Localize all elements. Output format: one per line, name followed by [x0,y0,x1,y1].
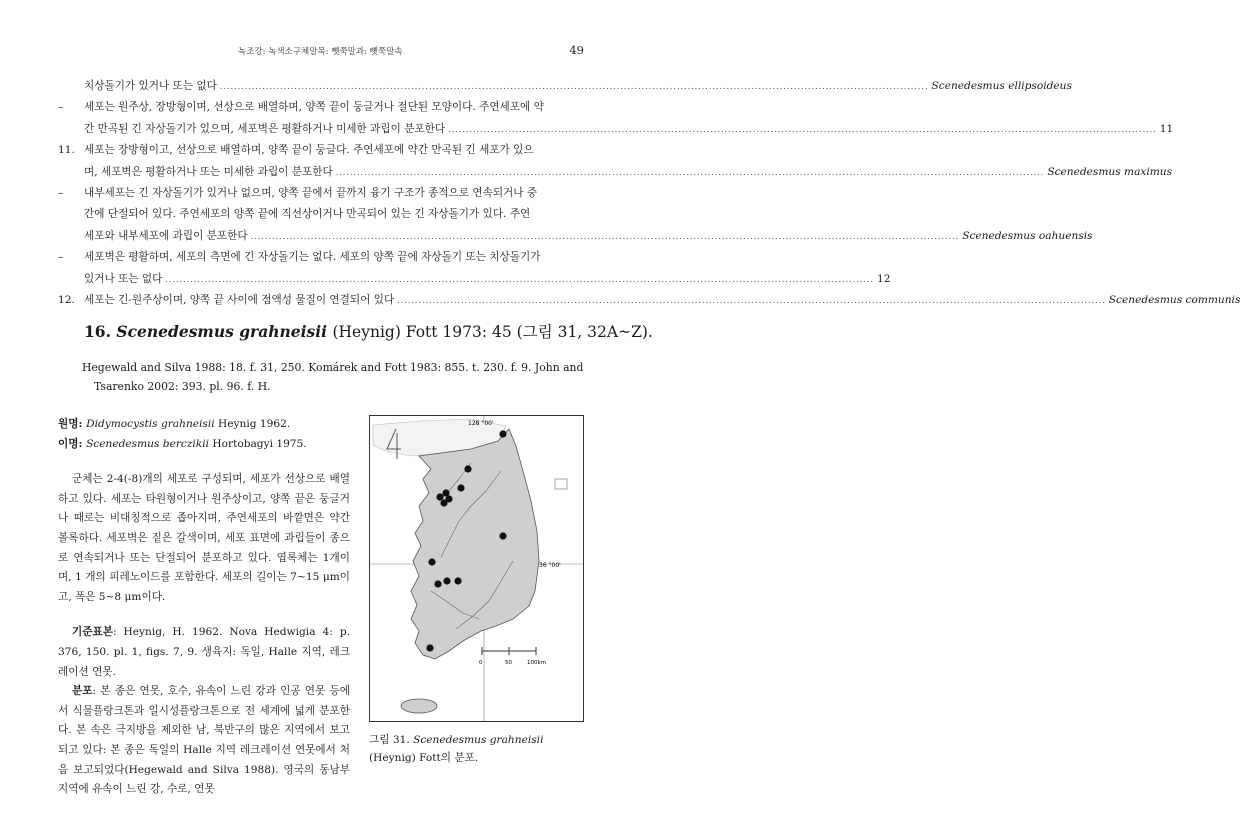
running-head [0,45,652,59]
page-number: 49 [569,43,584,57]
caption-suffix: (Heynig) Fott의 분포. [369,752,479,764]
description-paragraph: 군체는 2-4(-8)개의 세포로 구성되며, 세포가 선상으로 배열하고 있다. 세포는 타원형이거나 원주상이고, 양쪽 끝은 둥글거나 때로는 비대칭적으로 좁아지며, 주연세포의 바깥면은 약간 볼록하다. 세포벽은 짙은 갈색이며, 세포 표면에 과립들이 종으로 연속되거나 또는 단절되어 분포하고 있다. 엽록체는 1개이며, 1 개의 피레노이드를 포함한다. 세포의 길이는 7~15 μm이고, 폭은 5~8 μm이다. [58,473,350,603]
running-title: 녹조강: 녹색소구체말목: 뼷쭉말과: 뼷쭉말속 [238,47,403,57]
type-specimen-text: : Heynig, H. 1962. Nova Hedwigia 4: p. 376, 150. pl. 1, figs. 7, 9. 생육지: 독일, Halle 지역, 레크 레이션 연못. [58,626,350,678]
key-leader-dots: ........................................................................................................................................................................................................ [448,124,1157,134]
key-leader-dots: ........................................................................................................................................................................................................ [219,82,929,91]
key-text: 있거나 또는 없다 [84,272,163,285]
key-result: Scenedesmus ellipsoideus [931,80,1072,92]
map-svg [370,416,583,721]
occurrence-point [464,465,471,472]
key-line [58,97,585,118]
occurrence-point [440,499,447,506]
key-number: – [58,251,64,264]
key-text: 세포는 원주상, 장방형이며, 선상으로 배열하며, 양쪽 끝이 둥글거나 절단된 모양이다. 주연세포에 약 [84,101,544,114]
key-text: 내부세포는 긴 자상돌기가 있거나 없으며, 양쪽 끝에서 끝까지 융기 구조가 종적으로 연속되거나 중 [84,187,538,200]
basionym-name: Didymocystis grahneisii [86,418,215,430]
occurrence-point [428,558,435,565]
key-leader-dots: ........................................................................................................................................................................................................ [250,231,960,241]
distribution-label: 분포 [72,685,93,698]
species-name: Scenedesmus grahneisii [116,322,328,341]
key-result: Scenedesmus oahuensis [962,229,1093,242]
species-heading [84,320,653,342]
key-result: Scenedesmus maximus [1047,165,1173,178]
figure-caption [369,731,584,767]
key-line [58,76,1072,97]
occurrence-point [443,577,450,584]
key-text: 며, 세포벽은 평활하거나 또는 미세한 과립이 분포한다 [84,165,333,178]
synonym-label: 이명 [58,437,79,450]
longitude-label: 128 °00' [468,420,494,427]
key-leader-dots: ........................................................................................................................................................................................................ [165,274,874,284]
scale-label-0: 0 [479,660,483,666]
basionym-label: 원명 [58,418,79,430]
occurrence-point [434,580,441,587]
key-line [58,247,585,268]
occurrence-point [457,484,464,491]
key-line [58,162,1173,183]
key-text: 세포는 장방형이고, 선상으로 배열하며, 양쪽 끝이 둥글다. 주연세포에 약간 만곡된 긴 세포가 있으 [84,144,534,157]
occurrence-point [499,430,506,437]
type-specimen-paragraph [58,623,350,682]
occurrence-point [436,493,443,500]
key-line [58,269,891,290]
key-line [58,204,585,225]
latitude-label: 36 °00' [539,562,561,569]
species-number: 16. [84,322,111,341]
key-leader-dots: ........................................................................................................................................................................................................ [335,167,1045,177]
identification-key [58,76,1240,311]
occurrence-point [426,644,433,651]
key-line [58,183,585,204]
key-line [58,119,1174,140]
key-number: – [58,101,64,114]
key-text: 치상돌기가 있거나 또는 없다 [84,80,217,92]
synonym-line: 이명: Scenedesmus berczikii Hortobagyi 1975. [58,437,307,450]
key-result: Scenedesmus communis [1108,294,1240,307]
mainland-shape [411,429,539,659]
key-leader-dots: ........................................................................................................................................................................................................ [397,296,1106,306]
basionym-authority: Heynig 1962. [218,418,291,430]
distribution-paragraph [58,682,350,800]
key-text: 세포는 긴-원주상이며, 양쪽 끝 사이에 점액성 물질이 연결되어 있다 [84,294,395,307]
species-authority: (Heynig) Fott 1973: 45 (그림 31, 32A~Z). [332,323,653,341]
key-line [58,226,1093,247]
jeju-island [401,699,437,713]
occurrence-point [454,577,461,584]
key-text: 세포와 내부세포에 과립이 분포한다 [84,229,248,242]
synonym-authority: Hortobagyi 1975. [212,437,307,450]
distribution-map [369,415,584,722]
references: Hegewald and Silva 1988: 18. f. 31, 250. Komárek and Fott 1983: 855. t. 230. f. 9. John and Tsarenko 2002: 393. pl. 96. f. H. [82,361,584,393]
key-text: 간 만곡된 긴 자상돌기가 있으며, 세포벽은 평활하거나 미세한 과립이 분포한다 [84,122,446,135]
type-specimen-label: 기준표본 [72,626,113,639]
key-line [58,140,585,161]
key-text: 세포벽은 평활하며, 세포의 측면에 긴 자상돌기는 없다. 세포의 양쪽 끝에 자상돌기 또는 치상돌기가 [84,251,541,264]
key-line [58,290,1240,311]
key-result: 11 [1159,122,1174,135]
synonym-name: Scenedesmus berczikii [86,437,210,450]
key-number: – [58,187,64,200]
caption-prefix: 그림 31. [369,734,410,746]
scale-label-100: 100km [527,660,547,666]
key-number: 12. [58,294,75,307]
inset-box [555,479,567,489]
caption-species: Scenedesmus grahneisii [413,734,544,746]
key-result: 12 [876,272,891,285]
distribution-text: : 본 종은 연못, 호수, 유속이 느린 강과 인공 연못 등에서 식물플랑크톤과 일시성플랑크톤으로 전 세계에 넓게 분포한다. 본 속은 극지방을 제외한 남, 북반구의 많은 지역에서 보고되고 있다: 본 종은 독일의 Halle 지역 레크레이션 연못에서 처음 보고되었다(Hegewald and Silva 1988). 영국의 동남부 지역에 유속이 느린 강, 수로, 연못 [58,685,350,796]
occurrence-point [499,532,506,539]
text-column [58,415,350,800]
key-text: 간에 단절되어 있다. 주연세포의 양쪽 끝에 직선상이거나 만곡되어 있는 긴 자상돌기가 있다. 주연 [84,208,531,221]
scale-label-50: 50 [505,660,512,666]
key-number: 11. [58,144,75,157]
basionym-line: 원명: Didymocystis grahneisii Heynig 1962. [58,418,291,430]
